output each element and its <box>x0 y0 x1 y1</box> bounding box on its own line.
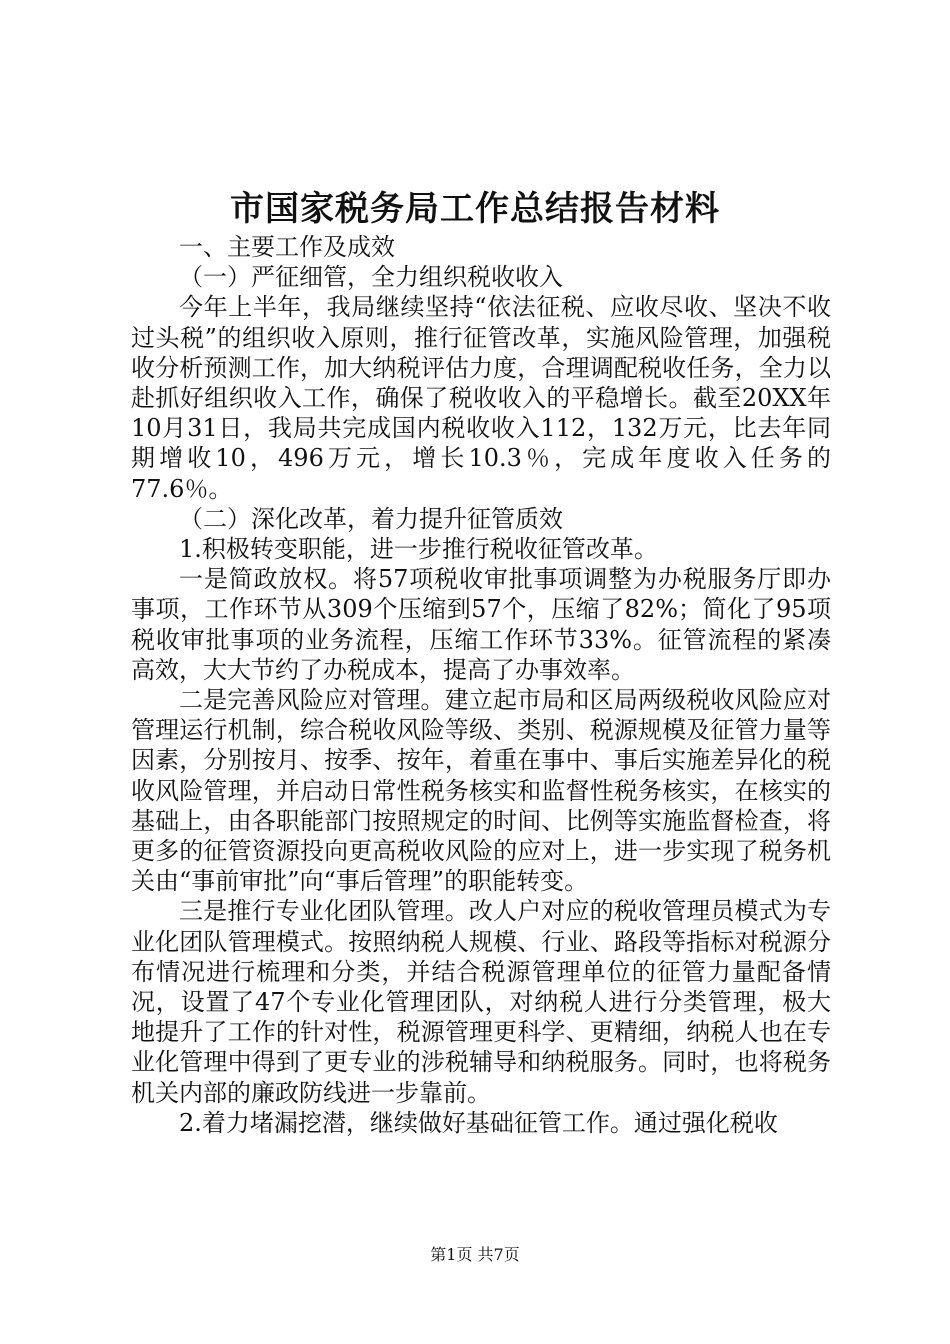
document-body <box>131 232 831 1138</box>
subsection-heading-1: （一）严征细管，全力组织税收收入 <box>179 263 563 292</box>
body-paragraph: 一是简政放权。将57项税收审批事项调整为办税服务厅即办事项，工作环节从309个压缩到57个，压缩了82%；简化了95项税收审批事项的业务流程，压缩工作环节33%。征管流程的紧凑高效，大大节约了办税成本，提高了办事效率。 <box>131 565 831 684</box>
section-heading-1: 一、主要工作及成效 <box>179 233 395 261</box>
subsection-heading-2: （二）深化改革，着力提升征管质效 <box>179 504 563 533</box>
document-title: 市国家税务局工作总结报告材料 <box>230 189 720 229</box>
body-paragraph: 二是完善风险应对管理。建立起市局和区局两级税收风险应对管理运行机制，综合税收风险等级、类别、税源规模及征管力量等因素，分别按月、按季、按年，着重在事中、事后实施差异化的税收风险管理，并启动日常性税务核实和监督性税务核实，在核实的基础上，由各职能部门按照规定的时间、比例等实施监督检查，将更多的征管资源投向更高税收风险的应对上，进一步实现了税务机关由“事前审批”向“事后管理”的职能转变。 <box>131 686 831 896</box>
page-footer: 第1页 共7页 <box>430 1245 520 1264</box>
body-paragraph: 今年上半年，我局继续坚持“依法征税、应收尽收、坚决不收过头税”的组织收入原则，推行征管改革，实施风险管理，加强税收分析预测工作，加大纳税评估力度，合理调配税收任务，全力以赴抓好组织收入工作，确保了税收收入的平稳增长。截至20XX年10月31日，我局共完成国内税收收入112，132万元，比去年同期增收10，496万元，增长10.3％，完成年度收入任务的77.6％。 <box>131 293 831 503</box>
item-heading-2: 2.着力堵漏挖潜，继续做好基础征管工作。通过强化税收 <box>179 1108 778 1137</box>
item-heading-1: 1.积极转变职能，进一步推行税收征管改革。 <box>179 535 658 564</box>
body-paragraph: 三是推行专业化团队管理。改人户对应的税收管理员模式为专业化团队管理模式。按照纳税人规模、行业、路段等指标对税源分布情况进行梳理和分类，并结合税源管理单位的征管力量配备情况，设置了47个专业化管理团队，对纳税人进行分类管理，极大地提升了工作的针对性，税源管理更科学、更精细，纳税人也在专业化管理中得到了更专业的涉税辅导和纳税服务。同时，也将税务机关内部的廉政防线进一步靠前。 <box>131 897 831 1107</box>
